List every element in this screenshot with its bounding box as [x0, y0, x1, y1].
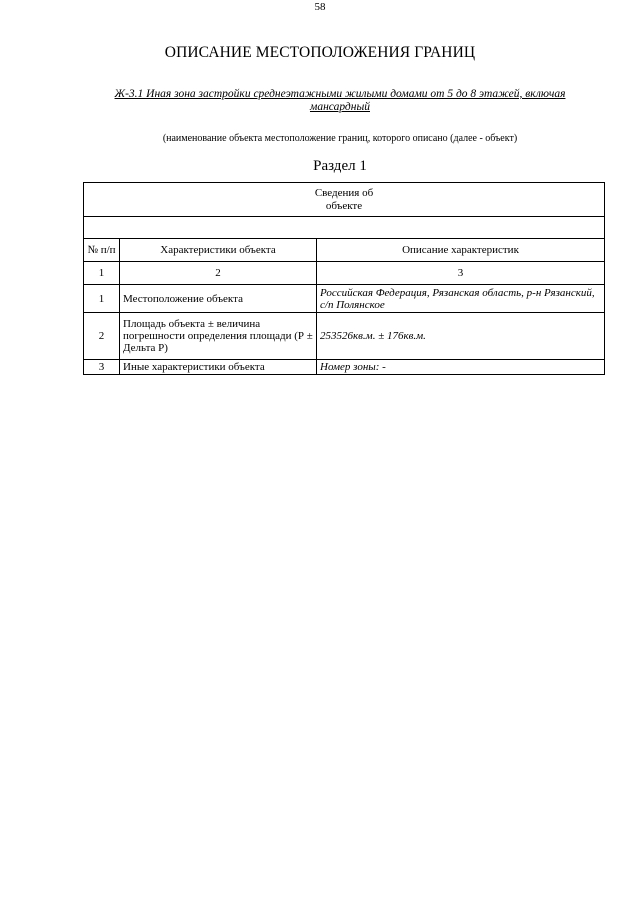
table-header-text: Сведения об объекте: [314, 186, 374, 212]
object-info-table: [83, 182, 605, 375]
column-header-characteristic: Характеристики объекта: [120, 239, 317, 262]
zone-name: Ж-3.1 Иная зона застройки среднеэтажными жилыми домами от 5 до 8 этажей, включая мансардный: [114, 88, 566, 113]
column-number: 2: [120, 262, 317, 285]
column-number: 3: [317, 262, 605, 285]
row-characteristic: Площадь объекта ± величина погрешности определения площади (Р ± Дельта Р): [120, 313, 317, 360]
document-title: ОПИСАНИЕ МЕСТОПОЛОЖЕНИЯ ГРАНИЦ: [164, 44, 476, 61]
table-row: [84, 285, 605, 313]
object-caption: (наименование объекта местоположение границ, которого описано (далее - объект): [162, 133, 518, 144]
table-column-numbers: [84, 262, 605, 285]
table-empty-row: [84, 217, 605, 239]
section-title: Раздел 1: [313, 158, 367, 174]
row-number: 3: [84, 360, 120, 375]
column-header-num: № п/п: [84, 239, 120, 262]
table-header: [84, 183, 605, 217]
table-column-headers: [84, 239, 605, 262]
table-row: [84, 313, 605, 360]
column-number: 1: [84, 262, 120, 285]
page-number: 58: [314, 1, 326, 13]
row-description: Российская Федерация, Рязанская область, р-н Рязанский, с/п Полянское: [317, 285, 605, 313]
row-description: 253526кв.м. ± 176кв.м.: [317, 313, 605, 360]
row-description: Номер зоны: -: [317, 360, 605, 375]
row-number: 2: [84, 313, 120, 360]
table-row: [84, 360, 605, 375]
column-header-description: Описание характеристик: [317, 239, 605, 262]
row-characteristic: Местоположение объекта: [120, 285, 317, 313]
row-characteristic: Иные характеристики объекта: [120, 360, 317, 375]
row-number: 1: [84, 285, 120, 313]
